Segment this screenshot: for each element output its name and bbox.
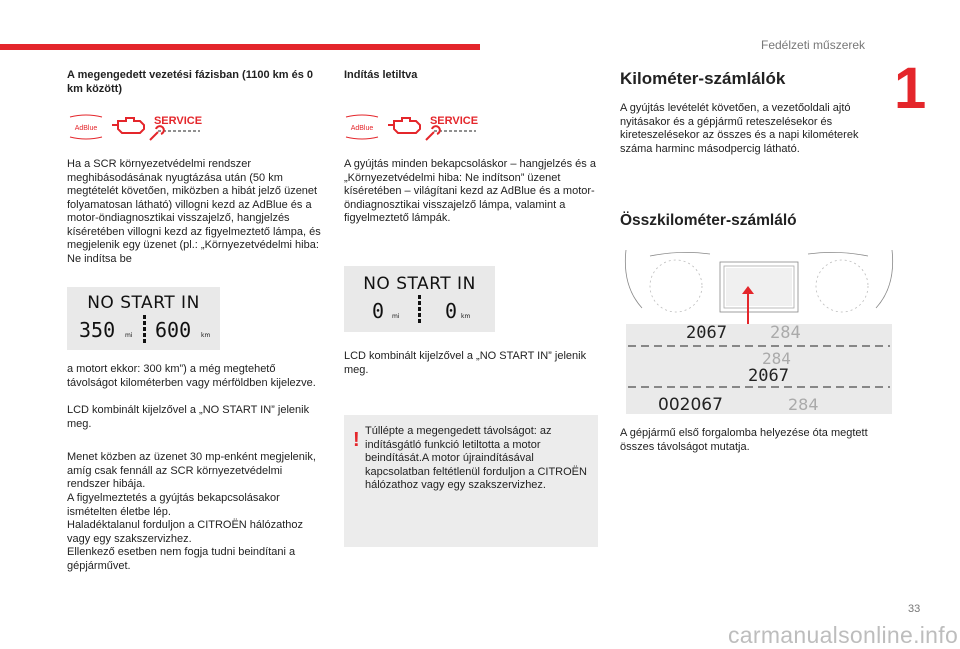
left-paragraph-1: Ha a SCR környezetvédelmi rendszer meghibásodásának nyugtázása után (50 km megtételét követően, miközben a hibát jelző üzenet folyamatosan látható) villogni kezd az AdBlue és a motor-öndiagnosztikai visszajelző, hangjelzés kíséretében villogni kezd az figyelmeztető lámpa, és megjelenik egy üzenet (pl.: „Környezetvédelmi hiba: Ne indítsa be (67, 158, 321, 265)
middle-paragraph-2: LCD kombinált kijelzővel a „NO START IN” jelenik meg. (344, 350, 587, 376)
left-paragraph-3: LCD kombinált kijelzővel a „NO START IN” jelenik meg. (67, 404, 310, 430)
lcd-unit-km: km (201, 332, 211, 339)
adblue-service-icons-middle (342, 110, 492, 144)
left-paragraph-5: A figyelmeztetés a gyújtás bekapcsolásakor ismételten életbe lép. (67, 492, 280, 518)
total-odometer-title: Összkilométer-számláló (620, 212, 797, 229)
lcd-value-km: 600 (155, 318, 192, 342)
page-number: 33 (908, 603, 921, 615)
right-paragraph-2: A gépjármű első forgalomba helyezése óta megtett összes távolságot mutatja. (620, 427, 868, 453)
warning-box (344, 415, 598, 547)
adblue-icon (346, 115, 378, 139)
odo-row3-trip: 284 (788, 395, 819, 414)
left-paragraph-6: Haladéktalanul forduljon a CITROËN hálózathoz vagy egy szakszervizhez. (67, 519, 304, 545)
middle-heading: Indítás letiltva (344, 69, 418, 81)
adblue-icon (70, 115, 102, 139)
warning-icon: ! (353, 429, 360, 451)
adblue-service-icons (66, 110, 216, 144)
middle-paragraph-1: A gyújtás minden bekapcsoláskor – hangjelzés és a „Környezetvédelmi hiba: Ne indítson” üzenet kíséretében – világítani kezd az AdBlue és a motor-öndiagnosztikai visszajelző lámpa, valamint a figyelmeztető lámpák. (344, 158, 596, 224)
odo-row2-total: 2067 (748, 366, 789, 386)
adblue-label: AdBlue (350, 125, 374, 132)
left-heading: A megengedett vezetési fázisban (1100 km és 0 km között) (67, 69, 313, 95)
left-paragraph-7: Ellenkező esetben nem fogja tudni beindítani a gépjárművet. (67, 546, 296, 572)
chapter-number: 1 (894, 56, 927, 121)
service-wrench-icon (426, 115, 478, 140)
header-accent-bar (0, 44, 480, 50)
lcd-title: NO START IN (363, 274, 476, 294)
engine-icon (112, 118, 144, 133)
left-paragraph-4: Menet közben az üzenet 30 mp-enként megjelenik, amíg csak fennáll az SCR környezetvédelmi rendszer hibája. (67, 451, 316, 490)
odometers-title: Kilométer-számlálók (620, 69, 786, 88)
cluster-screen (726, 268, 792, 306)
lcd-value-km: 0 (445, 299, 458, 323)
lcd-value-miles: 350 (79, 318, 116, 342)
warning-text: Túllépte a megengedett távolságot: az indításgátló funkció letiltotta a motor beindítását.A motor újraindításával kapcsolatban feltétlenül forduljon a CITROËN hálózathoz vagy egy szakszervizhez. (365, 425, 587, 491)
left-paragraph-2: a motort ekkor: 300 km”) a még megtehető távolságot kilométerben vagy mérföldben kijelezve. (67, 363, 316, 389)
lcd-separator (418, 295, 422, 325)
odo-row3-total: 002067 (658, 395, 723, 414)
watermark: carmanualsonline.info (728, 622, 959, 648)
lcd-value-miles: 0 (372, 299, 385, 323)
lcd-no-start-zero-display (344, 266, 495, 332)
lcd-unit-km: km (461, 313, 471, 320)
odo-row2-trip: 284 (762, 349, 791, 368)
adblue-label: AdBlue (74, 125, 98, 132)
lcd-unit-miles: mi (392, 313, 400, 320)
lcd-separator (143, 315, 147, 345)
service-label: SERVICE (429, 115, 479, 127)
lcd-unit-miles: mi (125, 332, 133, 339)
service-wrench-icon (150, 115, 202, 140)
service-label: SERVICE (153, 115, 203, 127)
odo-row1-total: 2067 (686, 323, 727, 343)
lcd-no-start-display (67, 287, 220, 350)
lcd-title: NO START IN (87, 293, 200, 313)
section-title: Fedélzeti műszerek (761, 38, 866, 52)
odo-row1-trip: 284 (770, 323, 801, 343)
engine-icon (388, 118, 420, 133)
right-paragraph-1: A gyújtás levételét követően, a vezetőoldali ajtó nyitásakor és a gépjármű reteszelésekor és kireteszelésekor az összes és a napi kilométerek száma harminc másodpercig látható. (620, 102, 859, 155)
instrument-cluster-illustration (620, 246, 898, 414)
